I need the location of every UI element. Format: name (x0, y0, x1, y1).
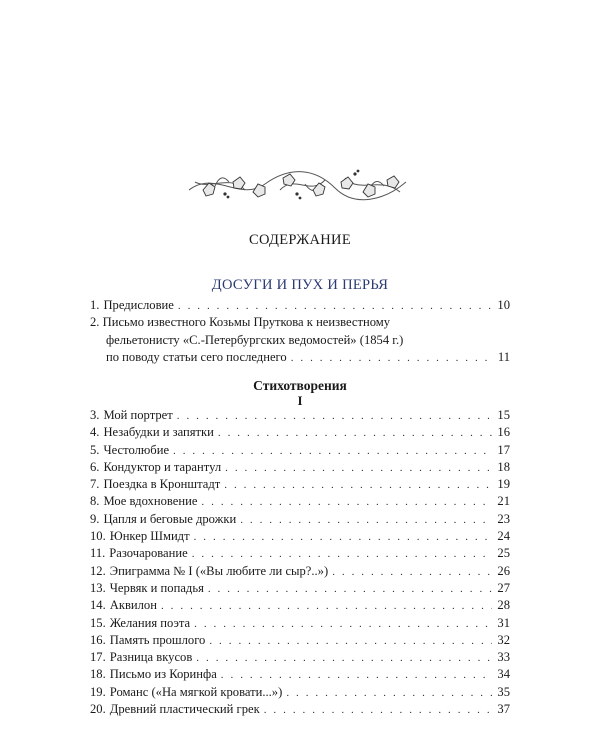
entry-number: 14. (90, 598, 106, 613)
toc-entry[interactable] (90, 349, 510, 366)
entry-number: 8. (90, 494, 100, 509)
toc-entry-line[interactable] (90, 332, 510, 349)
entry-page: 37 (497, 702, 510, 717)
entry-title: Разница вкусов (109, 650, 193, 665)
entry-title: Незабудки и запятки (103, 425, 214, 440)
toc-intro (90, 297, 510, 366)
toc-entry[interactable] (90, 615, 510, 632)
entry-page: 15 (497, 408, 510, 422)
entry-number: 3. (90, 408, 100, 422)
entry-number: 4. (90, 425, 100, 440)
dot-leader (201, 494, 492, 511)
entry-title: Письмо из Коринфа (109, 667, 217, 682)
entry-title: Эпиграмма № I («Вы любите ли сыр?..») (109, 563, 329, 578)
section-title: ДОСУГИ И ПУХ И ПЕРЬЯ (211, 277, 389, 293)
dot-leader (194, 616, 492, 633)
entry-page: 18 (497, 459, 510, 474)
entry-title-line2: фельетонисту «С.-Петербургских ведомостей» (1854 г.) (106, 332, 404, 347)
subsection-title: Стихотворения (253, 378, 347, 393)
entry-page: 31 (497, 615, 510, 630)
dot-leader (218, 425, 492, 442)
entry-page: 19 (497, 477, 510, 492)
toc-entry[interactable] (90, 407, 510, 424)
toc-entry[interactable] (90, 632, 510, 649)
entry-title: Кондуктор и тарантул (103, 459, 222, 474)
dot-leader (240, 512, 492, 529)
toc-entry[interactable] (90, 459, 510, 476)
entry-page: 10 (497, 298, 510, 312)
dot-leader (173, 443, 492, 460)
entry-page: 11 (497, 349, 510, 364)
entry-page: 25 (497, 546, 510, 561)
dot-leader (209, 633, 492, 650)
entry-number: 18. (90, 667, 106, 682)
entry-number: 5. (90, 442, 100, 457)
toc-poems (90, 407, 510, 718)
entry-title: Аквилон (109, 598, 157, 613)
entry-title: Предисловие (103, 298, 174, 312)
entry-number: 13. (90, 580, 106, 595)
toc-entry[interactable] (90, 424, 510, 441)
entry-number: 1. (90, 298, 100, 312)
entry-title: Мое вдохновение (103, 494, 198, 509)
entry-number: 17. (90, 650, 106, 665)
toc-entry-line[interactable] (90, 314, 510, 331)
entry-number: 16. (90, 632, 106, 647)
entry-page: 26 (497, 563, 510, 578)
entry-title: Юнкер Шмидт (109, 529, 190, 544)
toc-entry[interactable] (90, 597, 510, 614)
entry-page: 32 (497, 632, 510, 647)
contents-title: СОДЕРЖАНИЕ (249, 232, 351, 248)
entry-page: 28 (497, 598, 510, 613)
toc-entry[interactable] (90, 580, 510, 597)
entry-title: Мой портрет (103, 408, 173, 422)
dot-leader (224, 477, 492, 494)
entry-page: 17 (497, 442, 510, 457)
toc-entry[interactable] (90, 493, 510, 510)
dot-leader (194, 529, 492, 546)
entry-page: 33 (497, 650, 510, 665)
entry-number: 9. (90, 511, 100, 526)
entry-title-line3: по поводу статьи сего последнего (106, 349, 287, 364)
dot-leader (225, 460, 492, 477)
entry-title: Честолюбие (103, 442, 170, 457)
toc-entry[interactable] (90, 476, 510, 493)
entry-title: Цапля и беговые дрожки (103, 511, 237, 526)
entry-page: 27 (497, 580, 510, 595)
entry-page: 16 (497, 425, 510, 440)
entry-number: 19. (90, 684, 106, 699)
subsection-part: I (297, 393, 303, 408)
dot-leader (192, 546, 492, 563)
vine-ornament (185, 160, 410, 210)
toc-entry[interactable] (90, 297, 510, 314)
entry-number: 2. (90, 315, 100, 330)
entry-page: 34 (497, 667, 510, 682)
entry-page: 23 (497, 511, 510, 526)
toc-entry[interactable] (90, 701, 510, 718)
entry-page: 35 (497, 684, 510, 699)
entry-number: 7. (90, 477, 100, 492)
dot-leader (196, 650, 492, 667)
entry-page: 21 (497, 494, 510, 509)
toc-entry[interactable] (90, 563, 510, 580)
entry-title: Разочарование (109, 546, 188, 561)
entry-number: 12. (90, 563, 106, 578)
entry-title: Червяк и попадья (109, 580, 204, 595)
toc-entry[interactable] (90, 545, 510, 562)
dot-leader (221, 667, 492, 684)
dot-leader (178, 298, 492, 315)
entry-title: Древний пластический грек (109, 702, 260, 717)
entry-title: Поездка в Кронштадт (103, 477, 221, 492)
entry-number: 10. (90, 529, 106, 544)
entry-title: Желания поэта (109, 615, 191, 630)
toc-entry[interactable] (90, 511, 510, 528)
dot-leader (264, 702, 492, 719)
toc-entry[interactable] (90, 528, 510, 545)
toc-entry[interactable] (90, 649, 510, 666)
dot-leader (332, 564, 492, 581)
entry-title: Память прошлого (109, 632, 206, 647)
dot-leader (208, 581, 492, 598)
dot-leader (286, 685, 492, 702)
entry-title: Романс («На мягкой кровати...») (109, 684, 283, 699)
dot-leader (177, 408, 492, 425)
toc-entry[interactable] (90, 442, 510, 459)
entry-number: 11. (90, 546, 106, 561)
toc-entry[interactable] (90, 666, 510, 683)
dot-leader (291, 350, 492, 367)
dot-leader (161, 598, 492, 615)
entry-page: 24 (497, 529, 510, 544)
toc-entry[interactable] (90, 684, 510, 701)
entry-number: 20. (90, 702, 106, 717)
entry-number: 15. (90, 615, 106, 630)
entry-title-line1: Письмо известного Козьмы Пруткова к неизвестному (102, 315, 391, 330)
entry-number: 6. (90, 459, 100, 474)
